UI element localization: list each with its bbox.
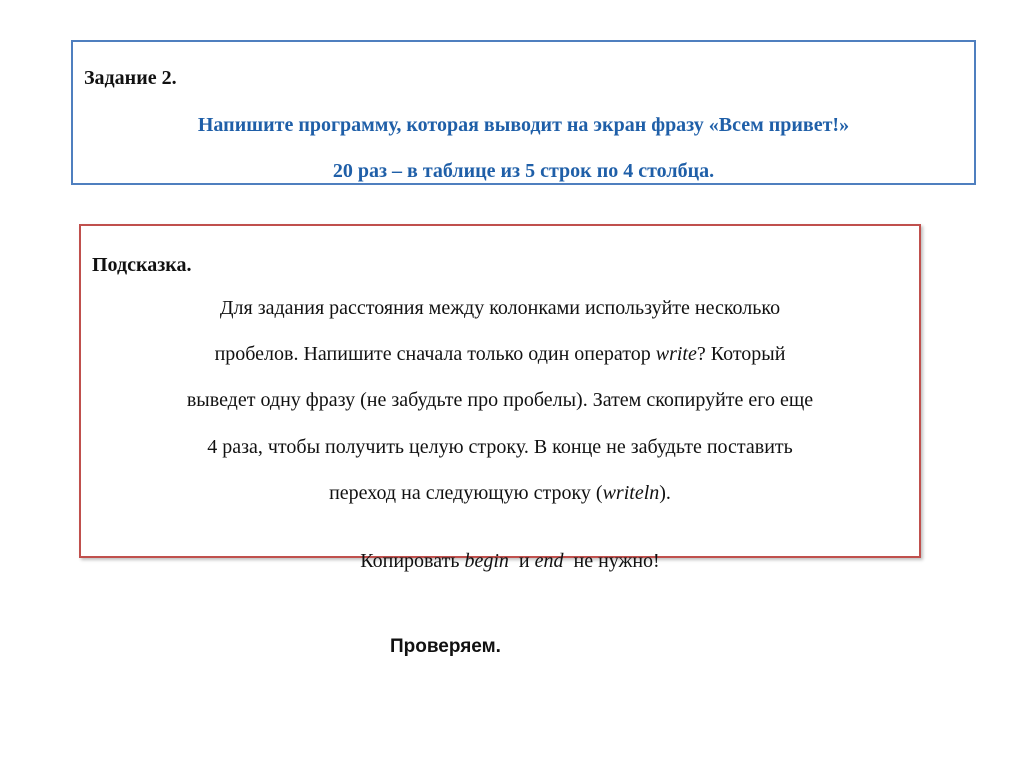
code-keyword-begin: begin — [464, 550, 509, 572]
hint-text-segment: пробелов. Напишите сначала только один оператор — [214, 343, 656, 365]
hint-text-segment: не нужно! — [563, 550, 660, 572]
task-text-line-2: 20 раз – в таблице из 5 строк по 4 столбца. — [332, 160, 715, 182]
hint-text-line-5 — [81, 482, 919, 505]
hint-text-segment: ? Который — [696, 343, 786, 365]
code-keyword-end: end — [534, 550, 564, 572]
hint-text-segment: Копировать — [360, 550, 465, 572]
hint-text-line-3: выведет одну фразу (не забудьте про пробелы). Затем скопируйте его еще — [186, 389, 814, 411]
hint-text-segment: и — [508, 550, 535, 572]
code-keyword-writeln: writeln — [602, 482, 660, 504]
hint-title: Подсказка. — [92, 254, 192, 276]
code-keyword-write: write — [655, 343, 697, 365]
check-label: Проверяем. — [390, 636, 501, 657]
task-text-line-1: Напишите программу, которая выводит на экран фразу «Всем привет!» — [197, 114, 850, 136]
hint-text-segment: ). — [659, 482, 671, 504]
hint-text-line-4: 4 раза, чтобы получить целую строку. В конце не забудьте поставить — [207, 436, 793, 458]
hint-text-segment: переход на следующую строку ( — [329, 482, 603, 504]
hint-text-line-1: Для задания расстояния между колонками используйте несколько — [219, 297, 781, 319]
hint-text-line-2 — [81, 343, 919, 366]
task-box — [71, 40, 976, 185]
hint-text-line-6 — [81, 527, 919, 596]
task-title: Задание 2. — [84, 67, 177, 89]
hint-box — [79, 224, 921, 572]
